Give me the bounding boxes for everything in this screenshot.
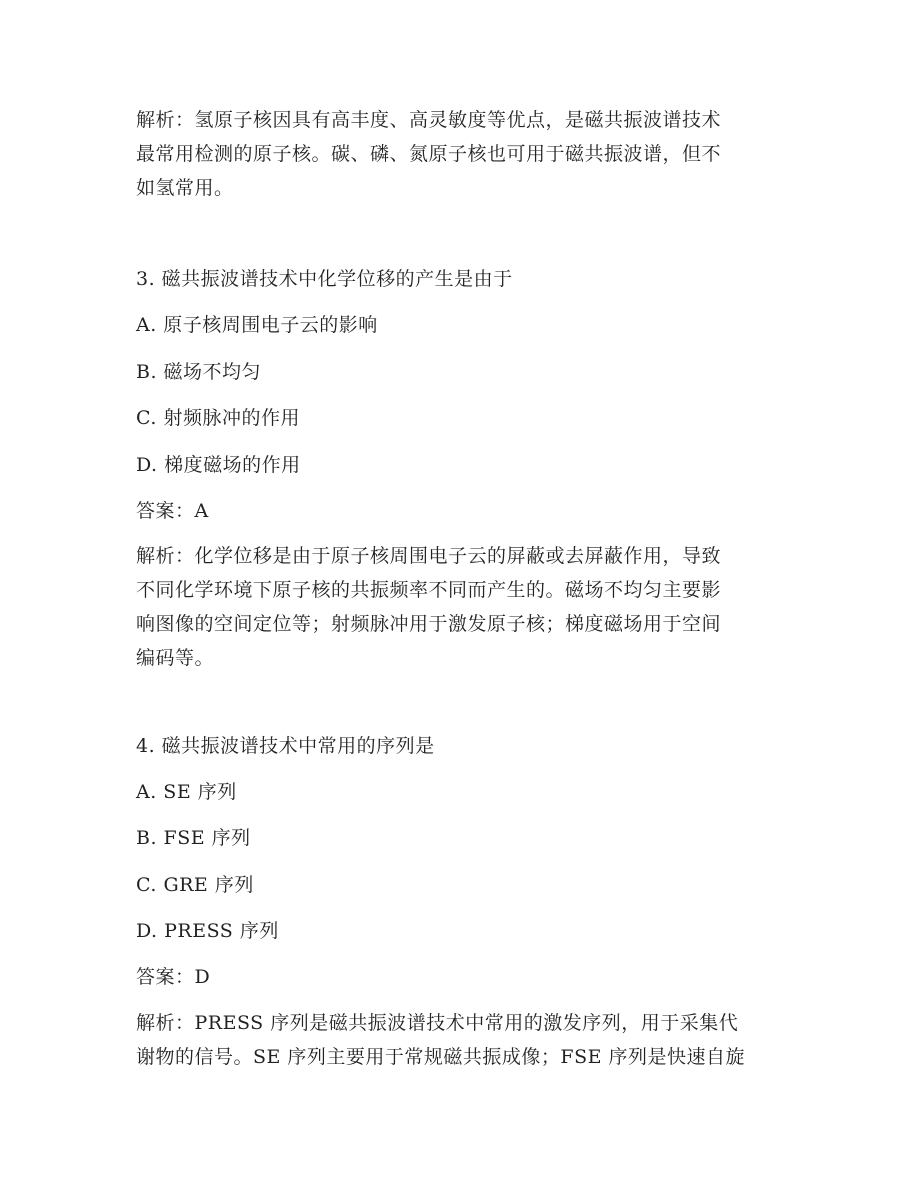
explanation-line: 不同化学环境下原子核的共振频率不同而产生的。磁场不均匀主要影 [136, 579, 722, 601]
question-4-stem: 4. 磁共振波谱技术中常用的序列是 [136, 735, 435, 757]
question-4-option-b: B. FSE 序列 [136, 827, 251, 849]
question-3-answer: 答案：A [136, 500, 209, 522]
question-3-option-a: A. 原子核周围电子云的影响 [136, 314, 378, 336]
explanation-line: 解析：化学位移是由于原子核周围电子云的屏蔽或去屏蔽作用，导致 [136, 545, 722, 567]
explanation-line: 谢物的信号。SE 序列主要用于常规磁共振成像；FSE 序列是快速自旋 [136, 1046, 746, 1068]
question-3-option-c: C. 射频脉冲的作用 [136, 407, 300, 429]
question-3-option-b: B. 磁场不均匀 [136, 361, 262, 383]
explanation-line: 解析：氢原子核因具有高丰度、高灵敏度等优点，是磁共振波谱技术 [136, 109, 722, 131]
question-4-option-d: D. PRESS 序列 [136, 920, 279, 942]
explanation-line: 响图像的空间定位等；射频脉冲用于激发原子核；梯度磁场用于空间 [136, 613, 722, 635]
question-3-option-d: D. 梯度磁场的作用 [136, 454, 301, 476]
question-3-stem: 3. 磁共振波谱技术中化学位移的产生是由于 [136, 268, 513, 290]
question-4-option-c: C. GRE 序列 [136, 874, 254, 896]
question-4-answer: 答案：D [136, 966, 211, 988]
explanation-line: 最常用检测的原子核。碳、磷、氮原子核也可用于磁共振波谱，但不 [136, 143, 722, 165]
explanation-line: 如氢常用。 [136, 177, 234, 199]
explanation-line: 解析：PRESS 序列是磁共振波谱技术中常用的激发序列，用于采集代 [136, 1012, 739, 1034]
question-4-option-a: A. SE 序列 [136, 781, 237, 803]
explanation-line: 编码等。 [136, 647, 215, 669]
